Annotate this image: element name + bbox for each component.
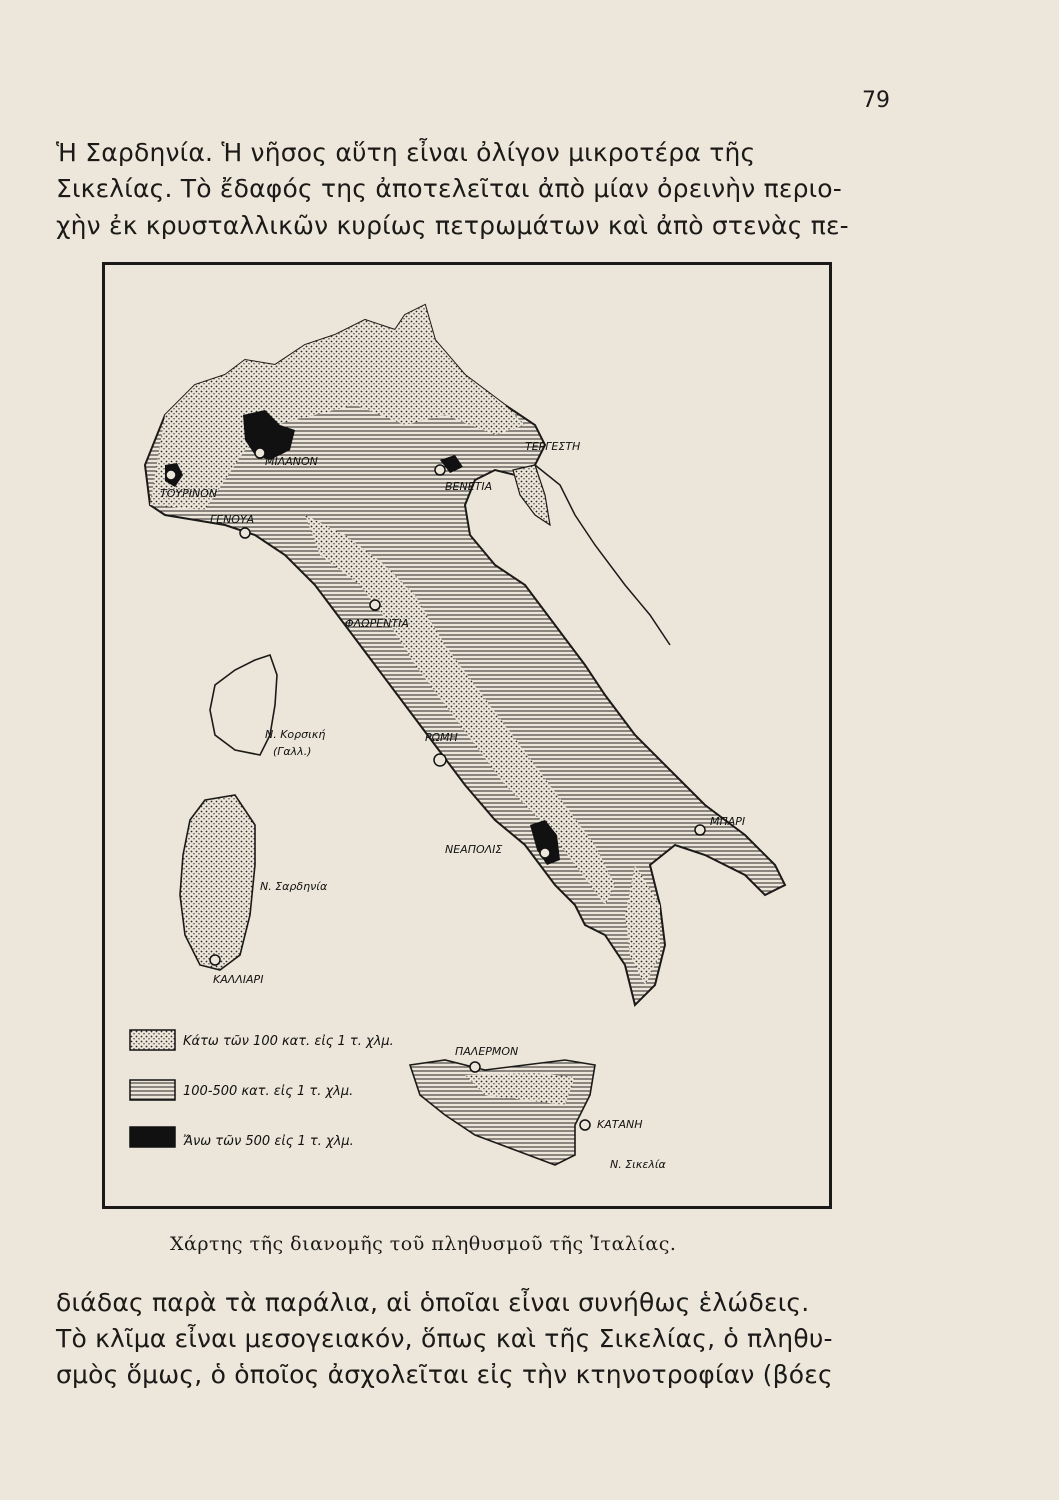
bari-marker bbox=[695, 825, 705, 835]
legend-swatch-lines bbox=[130, 1080, 175, 1100]
catania-label: ΚΑΤΑΝΗ bbox=[597, 1118, 643, 1131]
paragraph-line: Τὸ κλῖμα εἶναι μεσογειακόν, ὅπως καὶ τῆς Σικελίας, ὁ πληθυ- bbox=[56, 1324, 833, 1353]
legend-label-medium: 100-500 κατ. εἰς 1 τ. χλμ. bbox=[183, 1084, 354, 1099]
trieste-label: ΤΕΡΓΕΣΤΗ bbox=[525, 440, 581, 453]
paragraph-line: Σικελίας. Τὸ ἔδαφός της ἀποτελεῖται ἀπὸ μίαν ὀρεινὴν περιο- bbox=[56, 174, 843, 203]
napoli-marker bbox=[540, 848, 550, 858]
sicily-label: Ν. Σικελία bbox=[610, 1158, 666, 1171]
paragraph-line: σμὸς ὅμως, ὁ ὁποῖος ἀσχολεῖται εἰς τὴν κτηνοτροφίαν (βόες bbox=[56, 1360, 833, 1389]
paragraph-line: διάδας παρὰ τὰ παράλια, αἱ ὁποῖαι εἶναι συνήθως ἑλώδεις. bbox=[56, 1288, 810, 1317]
population-map bbox=[102, 262, 832, 1209]
paragraph-line: χὴν ἐκ κρυσταλλικῶν κυρίως πετρωμάτων καὶ ἀπὸ στενὰς πε- bbox=[56, 211, 849, 240]
bari-label: ΜΠΑΡΙ bbox=[710, 815, 746, 828]
sardinia-island bbox=[180, 795, 255, 970]
napoli-label: ΝΕΑΠΟΛΙΣ bbox=[445, 843, 503, 856]
venezia-label: ΒΕΝΕΤΙΑ bbox=[445, 480, 493, 493]
genova-marker bbox=[240, 528, 250, 538]
paragraph-line: Ἡ Σαρδηνία. Ἡ νῆσος αὕτη εἶναι ὀλίγον μικροτέρα τῆς bbox=[56, 138, 756, 167]
map-caption: Χάρτης τῆς διανομῆς τοῦ πληθυσμοῦ τῆς Ἰταλίας. bbox=[170, 1233, 677, 1255]
roma-marker bbox=[434, 754, 446, 766]
torino-label: ΤΟΥΡΙΝΟΝ bbox=[160, 487, 218, 500]
milano-label: ΜΙΛΑΝΟΝ bbox=[265, 455, 318, 468]
italy-map-drawing bbox=[105, 265, 829, 1206]
milano-marker bbox=[255, 448, 265, 458]
corsica-note: (Γαλλ.) bbox=[273, 745, 312, 758]
roma-label: ΡΩΜΗ bbox=[425, 731, 458, 744]
palermo-label: ΠΑΛΕΡΜΟΝ bbox=[455, 1045, 519, 1058]
legend-label-high: Ἄνω τῶν 500 εἰς 1 τ. χλμ. bbox=[183, 1134, 354, 1149]
genova-label: ΓΕΝΟΥΑ bbox=[210, 513, 255, 526]
cagliari-label: ΚΑΛΛΙΑΡΙ bbox=[213, 973, 264, 986]
firenze-label: ΦΛΩΡΕΝΤΙΑ bbox=[345, 617, 409, 630]
cagliari-marker bbox=[210, 955, 220, 965]
firenze-marker bbox=[370, 600, 380, 610]
adriatic-coast bbox=[535, 465, 670, 645]
legend-swatch-dots bbox=[130, 1030, 175, 1050]
torino-marker bbox=[166, 470, 176, 480]
istria bbox=[513, 465, 550, 525]
page-number: 79 bbox=[862, 88, 890, 113]
map-legend bbox=[130, 1030, 394, 1149]
palermo-marker bbox=[470, 1062, 480, 1072]
venezia-marker bbox=[435, 465, 445, 475]
legend-label-low: Κάτω τῶν 100 κατ. εἰς 1 τ. χλμ. bbox=[183, 1034, 394, 1049]
catania-marker bbox=[580, 1120, 590, 1130]
sardinia-label: Ν. Σαρδηνία bbox=[260, 880, 328, 893]
corsica-label: Ν. Κορσική bbox=[265, 728, 326, 741]
legend-swatch-solid bbox=[130, 1127, 175, 1147]
